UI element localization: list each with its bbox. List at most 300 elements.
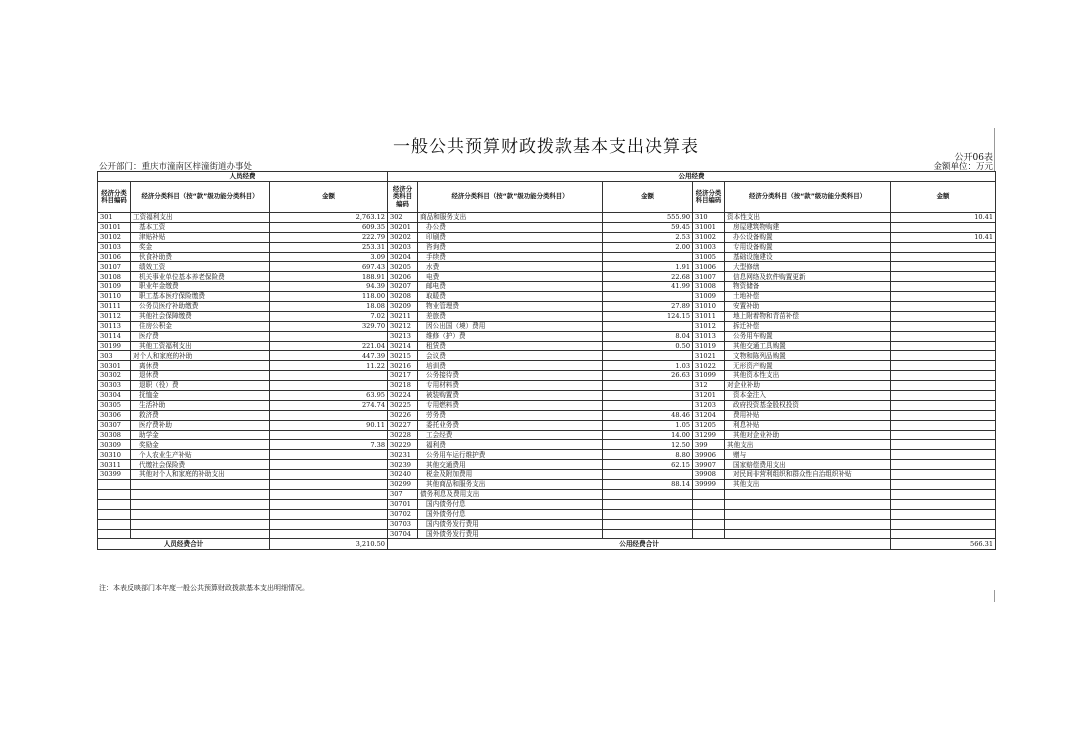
table-row bbox=[98, 262, 996, 272]
code-cell: 30112 bbox=[98, 311, 131, 321]
table-row bbox=[98, 440, 996, 450]
column-header-amount: 金额 bbox=[891, 182, 996, 213]
name-cell: 专用材料费 bbox=[418, 381, 603, 391]
code-cell: 30103 bbox=[98, 242, 131, 252]
table-row bbox=[98, 509, 996, 519]
amount-cell: 18.08 bbox=[270, 302, 388, 312]
amount-cell bbox=[270, 519, 388, 529]
amount-cell bbox=[603, 529, 693, 539]
name-cell: 办公费 bbox=[418, 222, 603, 232]
name-cell: 医疗费补助 bbox=[131, 420, 270, 430]
name-cell: 国内债务发行费用 bbox=[418, 519, 603, 529]
name-cell bbox=[131, 489, 270, 499]
code-cell: 39908 bbox=[693, 470, 725, 480]
total-public-label: 公用经费合计 bbox=[388, 539, 891, 550]
amount-cell: 48.46 bbox=[603, 410, 693, 420]
amount-cell: 90.11 bbox=[270, 420, 388, 430]
code-cell bbox=[693, 509, 725, 519]
group-header-personnel: 人员经费 bbox=[98, 172, 388, 182]
name-cell: 生活补助 bbox=[131, 400, 270, 410]
name-cell: 职业年金缴费 bbox=[131, 282, 270, 292]
table-row bbox=[98, 450, 996, 460]
amount-cell: 1.05 bbox=[603, 420, 693, 430]
table-row bbox=[98, 232, 996, 242]
name-cell: 伙食补助费 bbox=[131, 252, 270, 262]
code-cell: 30224 bbox=[388, 391, 418, 401]
code-cell: 31011 bbox=[693, 311, 725, 321]
name-cell: 公务用车购置 bbox=[725, 331, 891, 341]
table-row bbox=[98, 292, 996, 302]
amount-cell bbox=[891, 420, 996, 430]
table-row bbox=[98, 529, 996, 539]
code-cell: 30207 bbox=[388, 282, 418, 292]
name-cell bbox=[725, 529, 891, 539]
name-cell: 国外债务付息 bbox=[418, 509, 603, 519]
table-row bbox=[98, 430, 996, 440]
amount-cell bbox=[891, 351, 996, 361]
amount-cell: 274.74 bbox=[270, 400, 388, 410]
amount-cell bbox=[270, 381, 388, 391]
amount-cell bbox=[891, 489, 996, 499]
name-cell: 债务利息及费用支出 bbox=[418, 489, 603, 499]
code-cell: 30206 bbox=[388, 272, 418, 282]
column-header-name: 经济分类科目（按“款”级功能分类科目） bbox=[131, 182, 270, 213]
amount-cell bbox=[891, 361, 996, 371]
name-cell bbox=[725, 489, 891, 499]
table-row bbox=[98, 480, 996, 490]
code-cell: 39999 bbox=[693, 480, 725, 490]
code-cell bbox=[693, 489, 725, 499]
code-cell: 30308 bbox=[98, 430, 131, 440]
name-cell: 手续费 bbox=[418, 252, 603, 262]
column-header-name: 经济分类科目（按“款”级功能分类科目） bbox=[418, 182, 603, 213]
code-cell: 30101 bbox=[98, 222, 131, 232]
code-cell: 30306 bbox=[98, 410, 131, 420]
table-row bbox=[98, 499, 996, 509]
name-cell: 利息补贴 bbox=[725, 420, 891, 430]
code-cell: 30212 bbox=[388, 321, 418, 331]
divider bbox=[994, 128, 995, 172]
amount-cell bbox=[270, 371, 388, 381]
amount-cell bbox=[891, 311, 996, 321]
table-row bbox=[98, 391, 996, 401]
code-cell bbox=[98, 480, 131, 490]
code-cell: 31001 bbox=[693, 222, 725, 232]
name-cell: 公务接待费 bbox=[418, 371, 603, 381]
code-cell: 30304 bbox=[98, 391, 131, 401]
code-cell: 30216 bbox=[388, 361, 418, 371]
code-cell: 30108 bbox=[98, 272, 131, 282]
code-cell: 31203 bbox=[693, 400, 725, 410]
code-cell: 39907 bbox=[693, 460, 725, 470]
code-cell: 30114 bbox=[98, 331, 131, 341]
amount-cell bbox=[891, 222, 996, 232]
name-cell: 其他资本性支出 bbox=[725, 371, 891, 381]
code-cell: 303 bbox=[98, 351, 131, 361]
amount-cell bbox=[891, 529, 996, 539]
code-cell: 30309 bbox=[98, 440, 131, 450]
amount-cell: 27.89 bbox=[603, 302, 693, 312]
name-cell: 被装购置费 bbox=[418, 391, 603, 401]
divider bbox=[994, 590, 995, 602]
code-cell: 30302 bbox=[98, 371, 131, 381]
name-cell: 土地补偿 bbox=[725, 292, 891, 302]
code-cell: 30229 bbox=[388, 440, 418, 450]
department-label: 公开部门：重庆市潼南区梓潼街道办事处 bbox=[99, 162, 253, 172]
code-cell: 307 bbox=[388, 489, 418, 499]
name-cell: 绩效工资 bbox=[131, 262, 270, 272]
total-personnel-value: 3,210.50 bbox=[270, 539, 388, 550]
amount-cell: 7.02 bbox=[270, 311, 388, 321]
amount-cell: 10.41 bbox=[891, 232, 996, 242]
amount-cell: 8.04 bbox=[603, 331, 693, 341]
name-cell: 其他支出 bbox=[725, 440, 891, 450]
code-cell: 30307 bbox=[98, 420, 131, 430]
code-cell: 30240 bbox=[388, 470, 418, 480]
amount-cell: 88.14 bbox=[603, 480, 693, 490]
name-cell: 差旅费 bbox=[418, 311, 603, 321]
amount-cell bbox=[603, 509, 693, 519]
amount-cell: 1.91 bbox=[603, 262, 693, 272]
name-cell: 其他支出 bbox=[725, 480, 891, 490]
name-cell: 物业管理费 bbox=[418, 302, 603, 312]
name-cell: 离休费 bbox=[131, 361, 270, 371]
table-row bbox=[98, 420, 996, 430]
name-cell: 其他对企业补助 bbox=[725, 430, 891, 440]
name-cell: 其他交通工具购置 bbox=[725, 341, 891, 351]
name-cell: 专用设备购置 bbox=[725, 242, 891, 252]
code-cell: 30702 bbox=[388, 509, 418, 519]
code-cell: 30107 bbox=[98, 262, 131, 272]
name-cell: 费用补贴 bbox=[725, 410, 891, 420]
amount-cell bbox=[270, 480, 388, 490]
name-cell: 政府投资基金股权投资 bbox=[725, 400, 891, 410]
name-cell bbox=[725, 499, 891, 509]
name-cell: 医疗费 bbox=[131, 331, 270, 341]
code-cell: 310 bbox=[693, 213, 725, 223]
name-cell: 公务员医疗补助缴费 bbox=[131, 302, 270, 312]
table-row bbox=[98, 341, 996, 351]
code-cell: 30226 bbox=[388, 410, 418, 420]
amount-cell bbox=[891, 460, 996, 470]
table-row bbox=[98, 381, 996, 391]
code-cell: 31021 bbox=[693, 351, 725, 361]
amount-cell bbox=[270, 430, 388, 440]
name-cell: 资本性支出 bbox=[725, 213, 891, 223]
name-cell: 咨询费 bbox=[418, 242, 603, 252]
amount-cell bbox=[603, 292, 693, 302]
code-cell: 30199 bbox=[98, 341, 131, 351]
code-cell: 301 bbox=[98, 213, 131, 223]
code-cell: 31002 bbox=[693, 232, 725, 242]
amount-cell: 26.63 bbox=[603, 371, 693, 381]
code-cell: 302 bbox=[388, 213, 418, 223]
name-cell: 住房公积金 bbox=[131, 321, 270, 331]
amount-cell bbox=[891, 282, 996, 292]
code-cell: 30201 bbox=[388, 222, 418, 232]
name-cell: 其他工资福利支出 bbox=[131, 341, 270, 351]
name-cell bbox=[725, 509, 891, 519]
code-cell bbox=[98, 509, 131, 519]
amount-cell bbox=[603, 400, 693, 410]
amount-cell: 253.31 bbox=[270, 242, 388, 252]
name-cell: 劳务费 bbox=[418, 410, 603, 420]
amount-cell: 1.03 bbox=[603, 361, 693, 371]
code-cell: 30113 bbox=[98, 321, 131, 331]
amount-cell bbox=[891, 292, 996, 302]
name-cell: 房屋建筑物购建 bbox=[725, 222, 891, 232]
amount-cell bbox=[270, 331, 388, 341]
column-header-code: 经济分类科目编码 bbox=[388, 182, 418, 213]
column-header-code: 经济分类科目编码 bbox=[693, 182, 725, 213]
code-cell: 30204 bbox=[388, 252, 418, 262]
amount-cell: 697.43 bbox=[270, 262, 388, 272]
amount-cell bbox=[270, 460, 388, 470]
amount-cell bbox=[891, 470, 996, 480]
name-cell: 基本工资 bbox=[131, 222, 270, 232]
code-cell: 30225 bbox=[388, 400, 418, 410]
code-cell: 31099 bbox=[693, 371, 725, 381]
code-cell: 30214 bbox=[388, 341, 418, 351]
code-cell: 30215 bbox=[388, 351, 418, 361]
amount-cell: 11.22 bbox=[270, 361, 388, 371]
code-cell: 30303 bbox=[98, 381, 131, 391]
amount-cell bbox=[603, 391, 693, 401]
code-cell: 30299 bbox=[388, 480, 418, 490]
code-cell: 30703 bbox=[388, 519, 418, 529]
name-cell: 津贴补贴 bbox=[131, 232, 270, 242]
code-cell: 31019 bbox=[693, 341, 725, 351]
column-header-amount: 金额 bbox=[603, 182, 693, 213]
name-cell: 委托业务费 bbox=[418, 420, 603, 430]
amount-cell: 609.35 bbox=[270, 222, 388, 232]
name-cell: 商品和服务支出 bbox=[418, 213, 603, 223]
name-cell: 物资储备 bbox=[725, 282, 891, 292]
code-cell: 30704 bbox=[388, 529, 418, 539]
name-cell: 对个人和家庭的补助 bbox=[131, 351, 270, 361]
code-cell: 31201 bbox=[693, 391, 725, 401]
amount-cell bbox=[270, 509, 388, 519]
amount-cell: 188.91 bbox=[270, 272, 388, 282]
table-row bbox=[98, 470, 996, 480]
name-cell: 工资福利支出 bbox=[131, 213, 270, 223]
name-cell bbox=[131, 529, 270, 539]
code-cell: 31022 bbox=[693, 361, 725, 371]
name-cell: 安置补助 bbox=[725, 302, 891, 312]
amount-cell bbox=[603, 489, 693, 499]
amount-cell: 124.15 bbox=[603, 311, 693, 321]
name-cell: 职工基本医疗保险缴费 bbox=[131, 292, 270, 302]
code-cell: 30106 bbox=[98, 252, 131, 262]
amount-cell: 2.00 bbox=[603, 242, 693, 252]
amount-cell: 8.80 bbox=[603, 450, 693, 460]
code-cell: 31012 bbox=[693, 321, 725, 331]
amount-cell bbox=[270, 450, 388, 460]
code-cell: 31013 bbox=[693, 331, 725, 341]
code-cell: 31008 bbox=[693, 282, 725, 292]
amount-cell bbox=[603, 470, 693, 480]
amount-cell bbox=[891, 272, 996, 282]
table-row bbox=[98, 351, 996, 361]
code-cell bbox=[98, 529, 131, 539]
total-public-value: 566.31 bbox=[891, 539, 996, 550]
table-row bbox=[98, 361, 996, 371]
name-cell: 取暖费 bbox=[418, 292, 603, 302]
amount-cell bbox=[891, 391, 996, 401]
total-personnel-label: 人员经费合计 bbox=[98, 539, 270, 550]
code-cell: 30701 bbox=[388, 499, 418, 509]
name-cell: 个人农业生产补贴 bbox=[131, 450, 270, 460]
column-header-amount: 金额 bbox=[270, 182, 388, 213]
name-cell: 文物和陈列品购置 bbox=[725, 351, 891, 361]
code-cell bbox=[98, 499, 131, 509]
table-row bbox=[98, 410, 996, 420]
code-cell: 31205 bbox=[693, 420, 725, 430]
amount-cell bbox=[270, 489, 388, 499]
code-cell bbox=[693, 499, 725, 509]
table-row bbox=[98, 400, 996, 410]
name-cell: 信息网络及软件购置更新 bbox=[725, 272, 891, 282]
amount-cell bbox=[891, 302, 996, 312]
name-cell bbox=[725, 519, 891, 529]
code-cell: 31006 bbox=[693, 262, 725, 272]
amount-cell bbox=[891, 440, 996, 450]
column-header-code: 经济分类科目编码 bbox=[98, 182, 131, 213]
amount-cell: 41.99 bbox=[603, 282, 693, 292]
amount-cell bbox=[270, 410, 388, 420]
amount-cell: 62.15 bbox=[603, 460, 693, 470]
name-cell: 拆迁补偿 bbox=[725, 321, 891, 331]
name-cell: 税金及附加费用 bbox=[418, 470, 603, 480]
code-cell: 30102 bbox=[98, 232, 131, 242]
amount-cell bbox=[891, 252, 996, 262]
code-cell bbox=[98, 489, 131, 499]
amount-cell: 3.09 bbox=[270, 252, 388, 262]
table-row bbox=[98, 321, 996, 331]
amount-cell bbox=[270, 499, 388, 509]
unit-label: 金额单位：万元 bbox=[933, 162, 993, 172]
name-cell bbox=[131, 509, 270, 519]
amount-cell bbox=[603, 321, 693, 331]
name-cell: 水费 bbox=[418, 262, 603, 272]
amount-cell bbox=[603, 499, 693, 509]
table-row bbox=[98, 252, 996, 262]
amount-cell bbox=[603, 351, 693, 361]
amount-cell: 555.90 bbox=[603, 213, 693, 223]
amount-cell bbox=[891, 371, 996, 381]
code-cell: 39906 bbox=[693, 450, 725, 460]
code-cell: 30111 bbox=[98, 302, 131, 312]
amount-cell bbox=[891, 519, 996, 529]
amount-cell: 14.00 bbox=[603, 430, 693, 440]
code-cell: 30109 bbox=[98, 282, 131, 292]
name-cell: 无形资产购置 bbox=[725, 361, 891, 371]
code-cell: 30217 bbox=[388, 371, 418, 381]
table-row bbox=[98, 272, 996, 282]
code-cell: 31010 bbox=[693, 302, 725, 312]
amount-cell: 2,763.12 bbox=[270, 213, 388, 223]
name-cell: 助学金 bbox=[131, 430, 270, 440]
name-cell bbox=[131, 499, 270, 509]
name-cell: 国内债务付息 bbox=[418, 499, 603, 509]
name-cell: 国外债务发行费用 bbox=[418, 529, 603, 539]
code-cell bbox=[693, 529, 725, 539]
amount-cell bbox=[270, 470, 388, 480]
amount-cell bbox=[891, 331, 996, 341]
name-cell: 代缴社会保险费 bbox=[131, 460, 270, 470]
name-cell: 对企业补助 bbox=[725, 381, 891, 391]
name-cell: 退休费 bbox=[131, 371, 270, 381]
name-cell: 救济费 bbox=[131, 410, 270, 420]
name-cell: 奖励金 bbox=[131, 440, 270, 450]
name-cell: 大型修缮 bbox=[725, 262, 891, 272]
code-cell: 30231 bbox=[388, 450, 418, 460]
amount-cell: 447.39 bbox=[270, 351, 388, 361]
amount-cell bbox=[891, 262, 996, 272]
table-row bbox=[98, 282, 996, 292]
amount-cell: 12.50 bbox=[603, 440, 693, 450]
amount-cell: 118.00 bbox=[270, 292, 388, 302]
name-cell: 其他对个人和家庭的补助支出 bbox=[131, 470, 270, 480]
code-cell: 31009 bbox=[693, 292, 725, 302]
amount-cell bbox=[891, 341, 996, 351]
code-cell: 30228 bbox=[388, 430, 418, 440]
amount-cell bbox=[603, 252, 693, 262]
amount-cell: 222.79 bbox=[270, 232, 388, 242]
footnote: 注：本表反映部门本年度一般公共预算财政拨款基本支出明细情况。 bbox=[99, 584, 309, 592]
table-row bbox=[98, 371, 996, 381]
code-cell: 31005 bbox=[693, 252, 725, 262]
name-cell bbox=[131, 480, 270, 490]
code-cell: 30305 bbox=[98, 400, 131, 410]
amount-cell: 63.95 bbox=[270, 391, 388, 401]
amount-cell bbox=[603, 519, 693, 529]
code-cell: 30213 bbox=[388, 331, 418, 341]
amount-cell bbox=[891, 450, 996, 460]
amount-cell: 59.45 bbox=[603, 222, 693, 232]
name-cell: 印刷费 bbox=[418, 232, 603, 242]
amount-cell: 0.50 bbox=[603, 341, 693, 351]
name-cell: 其他商品和服务支出 bbox=[418, 480, 603, 490]
name-cell: 地上附着物和青苗补偿 bbox=[725, 311, 891, 321]
code-cell: 30211 bbox=[388, 311, 418, 321]
name-cell: 对民间非营利组织和群众性自治组织补贴 bbox=[725, 470, 891, 480]
code-cell bbox=[98, 519, 131, 529]
code-cell: 30218 bbox=[388, 381, 418, 391]
table-row bbox=[98, 242, 996, 252]
name-cell: 租赁费 bbox=[418, 341, 603, 351]
name-cell: 公务用车运行维护费 bbox=[418, 450, 603, 460]
code-cell bbox=[693, 519, 725, 529]
name-cell: 专用燃料费 bbox=[418, 400, 603, 410]
name-cell: 国家赔偿费用支出 bbox=[725, 460, 891, 470]
amount-cell: 94.39 bbox=[270, 282, 388, 292]
code-cell: 30110 bbox=[98, 292, 131, 302]
name-cell: 资本金注入 bbox=[725, 391, 891, 401]
code-cell: 30311 bbox=[98, 460, 131, 470]
amount-cell: 329.70 bbox=[270, 321, 388, 331]
code-cell: 30239 bbox=[388, 460, 418, 470]
amount-cell: 7.38 bbox=[270, 440, 388, 450]
group-header-public: 公用经费 bbox=[388, 172, 996, 182]
amount-cell bbox=[891, 410, 996, 420]
amount-cell: 10.41 bbox=[891, 213, 996, 223]
code-cell: 31003 bbox=[693, 242, 725, 252]
name-cell: 维修（护）费 bbox=[418, 331, 603, 341]
amount-cell bbox=[891, 400, 996, 410]
amount-cell bbox=[891, 430, 996, 440]
name-cell: 其他交通费用 bbox=[418, 460, 603, 470]
